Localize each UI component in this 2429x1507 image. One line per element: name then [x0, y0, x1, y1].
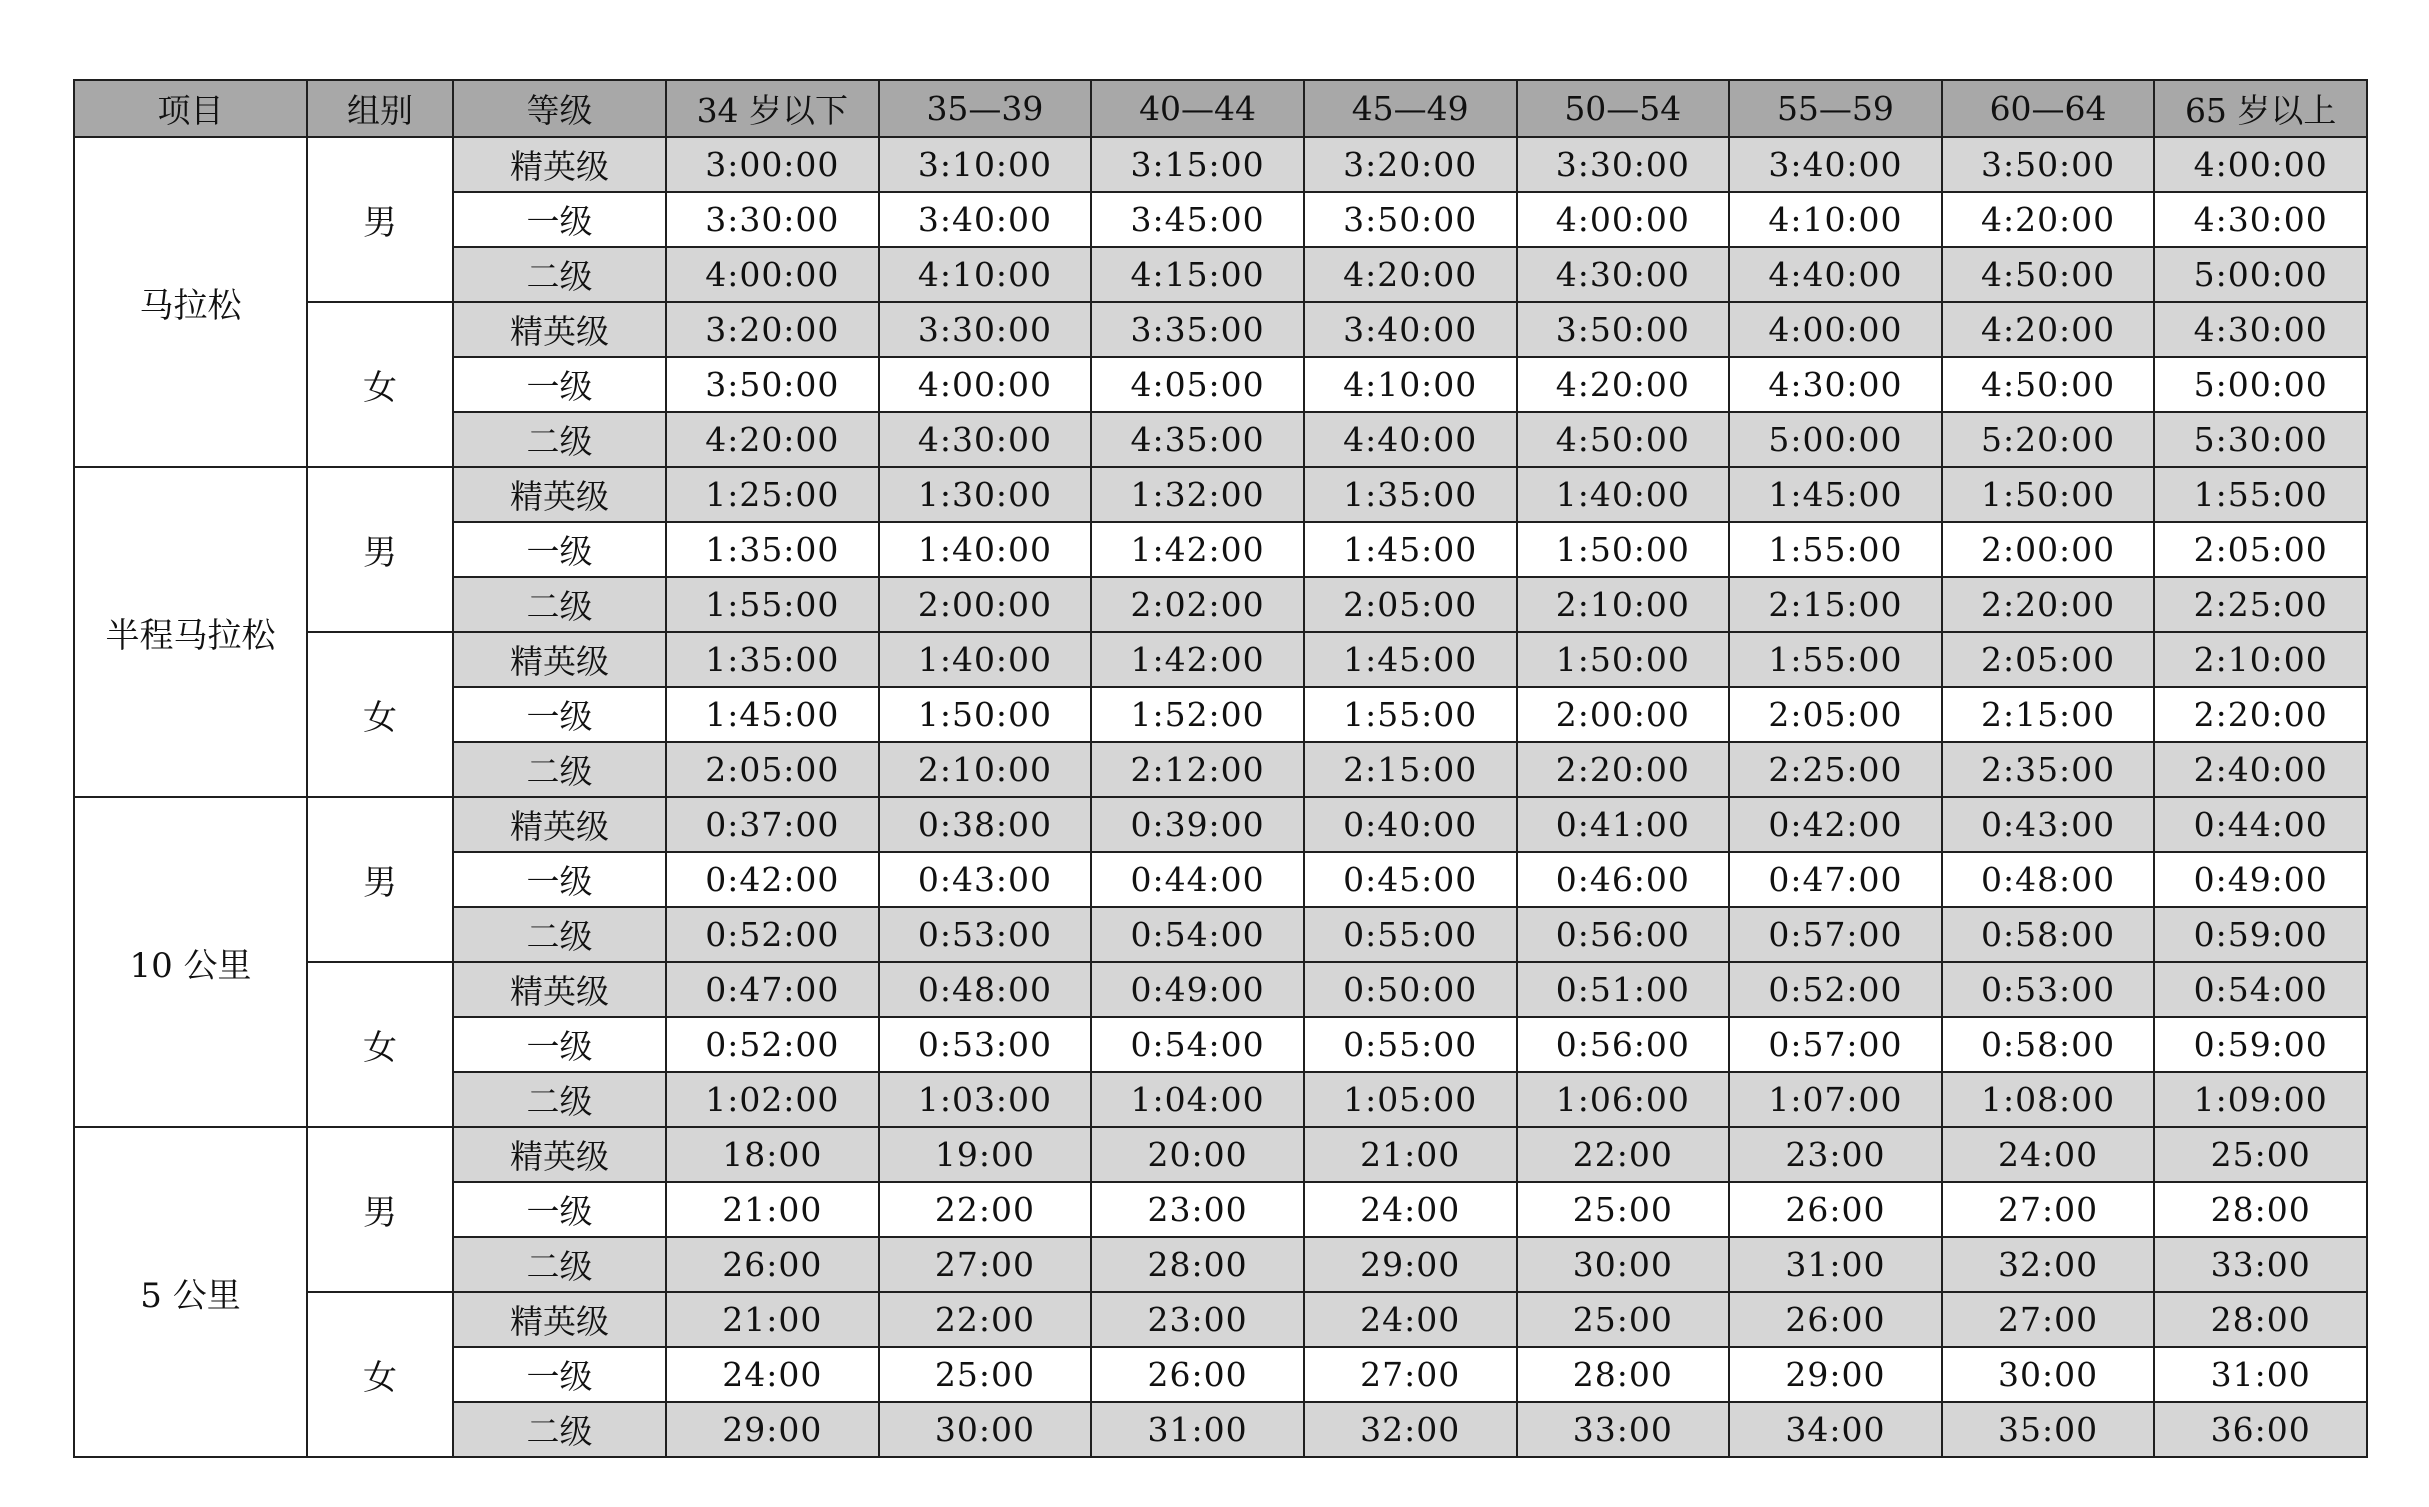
- table-row: [74, 632, 2367, 687]
- time-cell: 0:59:00: [2154, 907, 2367, 962]
- time-cell: 22:00: [879, 1182, 1092, 1237]
- table-row: [74, 1292, 2367, 1347]
- level-cell: 一级: [453, 1182, 666, 1237]
- time-cell: 0:43:00: [1942, 797, 2155, 852]
- time-cell: 1:55:00: [1729, 522, 1942, 577]
- level-cell: 二级: [453, 907, 666, 962]
- time-cell: 35:00: [1942, 1402, 2155, 1457]
- time-cell: 1:40:00: [879, 522, 1092, 577]
- time-cell: 0:53:00: [879, 907, 1092, 962]
- time-cell: 1:40:00: [1517, 467, 1730, 522]
- time-cell: 0:54:00: [1091, 1017, 1304, 1072]
- time-cell: 33:00: [2154, 1237, 2367, 1292]
- time-cell: 1:07:00: [1729, 1072, 1942, 1127]
- time-cell: 33:00: [1517, 1402, 1730, 1457]
- time-cell: 21:00: [666, 1292, 879, 1347]
- time-cell: 36:00: [2154, 1402, 2367, 1457]
- time-cell: 3:00:00: [666, 137, 879, 192]
- table-row: [74, 962, 2367, 1017]
- gender-group-cell: 女: [307, 962, 453, 1127]
- level-cell: 二级: [453, 1402, 666, 1457]
- time-cell: 30:00: [879, 1402, 1092, 1457]
- time-cell: 4:30:00: [2154, 192, 2367, 247]
- header-age-group: 35—39: [879, 80, 1092, 137]
- time-cell: 1:06:00: [1517, 1072, 1730, 1127]
- header-row: [74, 80, 2367, 137]
- time-cell: 4:50:00: [1942, 247, 2155, 302]
- time-cell: 2:00:00: [1517, 687, 1730, 742]
- time-cell: 0:52:00: [666, 1017, 879, 1072]
- header-age-group: 40—44: [1091, 80, 1304, 137]
- gender-group-cell: 男: [307, 467, 453, 632]
- time-cell: 3:30:00: [666, 192, 879, 247]
- time-cell: 4:30:00: [1729, 357, 1942, 412]
- time-cell: 4:40:00: [1729, 247, 1942, 302]
- time-cell: 32:00: [1942, 1237, 2155, 1292]
- time-cell: 31:00: [1091, 1402, 1304, 1457]
- time-cell: 0:49:00: [2154, 852, 2367, 907]
- time-cell: 1:52:00: [1091, 687, 1304, 742]
- time-cell: 3:40:00: [1729, 137, 1942, 192]
- level-cell: 精英级: [453, 1127, 666, 1182]
- time-cell: 24:00: [1304, 1182, 1517, 1237]
- time-cell: 5:20:00: [1942, 412, 2155, 467]
- time-cell: 29:00: [1729, 1347, 1942, 1402]
- time-cell: 4:00:00: [1517, 192, 1730, 247]
- time-cell: 1:35:00: [1304, 467, 1517, 522]
- time-cell: 1:02:00: [666, 1072, 879, 1127]
- gender-group-cell: 女: [307, 1292, 453, 1457]
- time-cell: 0:56:00: [1517, 1017, 1730, 1072]
- time-cell: 4:30:00: [879, 412, 1092, 467]
- time-cell: 0:54:00: [2154, 962, 2367, 1017]
- time-cell: 28:00: [1517, 1347, 1730, 1402]
- level-cell: 精英级: [453, 632, 666, 687]
- time-cell: 2:25:00: [2154, 577, 2367, 632]
- gender-group-cell: 女: [307, 632, 453, 797]
- time-cell: 0:51:00: [1517, 962, 1730, 1017]
- time-cell: 2:40:00: [2154, 742, 2367, 797]
- level-cell: 精英级: [453, 137, 666, 192]
- time-cell: 31:00: [2154, 1347, 2367, 1402]
- time-cell: 25:00: [2154, 1127, 2367, 1182]
- time-cell: 0:45:00: [1304, 852, 1517, 907]
- level-cell: 二级: [453, 1072, 666, 1127]
- header-age-group: 45—49: [1304, 80, 1517, 137]
- time-cell: 0:57:00: [1729, 1017, 1942, 1072]
- time-cell: 0:42:00: [1729, 797, 1942, 852]
- time-cell: 0:44:00: [1091, 852, 1304, 907]
- time-cell: 3:50:00: [666, 357, 879, 412]
- time-cell: 4:20:00: [1517, 357, 1730, 412]
- time-cell: 0:57:00: [1729, 907, 1942, 962]
- table-row: [74, 137, 2367, 192]
- table-body: [74, 137, 2367, 1457]
- time-cell: 0:49:00: [1091, 962, 1304, 1017]
- time-cell: 1:45:00: [666, 687, 879, 742]
- time-cell: 3:40:00: [1304, 302, 1517, 357]
- level-cell: 二级: [453, 1237, 666, 1292]
- time-cell: 0:55:00: [1304, 1017, 1517, 1072]
- time-cell: 1:08:00: [1942, 1072, 2155, 1127]
- time-cell: 1:50:00: [1517, 522, 1730, 577]
- time-cell: 3:20:00: [666, 302, 879, 357]
- level-cell: 精英级: [453, 797, 666, 852]
- time-cell: 2:05:00: [1942, 632, 2155, 687]
- level-cell: 一级: [453, 1347, 666, 1402]
- time-cell: 1:42:00: [1091, 522, 1304, 577]
- time-cell: 23:00: [1091, 1292, 1304, 1347]
- time-cell: 5:00:00: [1729, 412, 1942, 467]
- time-cell: 2:15:00: [1304, 742, 1517, 797]
- time-cell: 4:10:00: [1304, 357, 1517, 412]
- time-cell: 0:55:00: [1304, 907, 1517, 962]
- time-cell: 5:00:00: [2154, 357, 2367, 412]
- time-cell: 4:30:00: [2154, 302, 2367, 357]
- level-cell: 一级: [453, 1017, 666, 1072]
- time-cell: 3:30:00: [1517, 137, 1730, 192]
- project-cell: 马拉松: [74, 137, 307, 467]
- time-cell: 0:58:00: [1942, 1017, 2155, 1072]
- time-cell: 27:00: [1942, 1182, 2155, 1237]
- grade-standards-table: [73, 79, 2368, 1458]
- time-cell: 2:12:00: [1091, 742, 1304, 797]
- time-cell: 0:59:00: [2154, 1017, 2367, 1072]
- time-cell: 5:00:00: [2154, 247, 2367, 302]
- level-cell: 一级: [453, 687, 666, 742]
- time-cell: 24:00: [1304, 1292, 1517, 1347]
- time-cell: 25:00: [1517, 1182, 1730, 1237]
- time-cell: 3:50:00: [1942, 137, 2155, 192]
- time-cell: 4:00:00: [879, 357, 1092, 412]
- header-age-group: 55—59: [1729, 80, 1942, 137]
- time-cell: 24:00: [666, 1347, 879, 1402]
- table-row: [74, 797, 2367, 852]
- time-cell: 2:10:00: [2154, 632, 2367, 687]
- time-cell: 4:50:00: [1517, 412, 1730, 467]
- time-cell: 0:44:00: [2154, 797, 2367, 852]
- level-cell: 二级: [453, 412, 666, 467]
- time-cell: 20:00: [1091, 1127, 1304, 1182]
- time-cell: 28:00: [1091, 1237, 1304, 1292]
- header-group: 组别: [307, 80, 453, 137]
- time-cell: 28:00: [2154, 1292, 2367, 1347]
- time-cell: 3:20:00: [1304, 137, 1517, 192]
- time-cell: 2:20:00: [2154, 687, 2367, 742]
- time-cell: 3:40:00: [879, 192, 1092, 247]
- time-cell: 0:39:00: [1091, 797, 1304, 852]
- time-cell: 4:15:00: [1091, 247, 1304, 302]
- time-cell: 2:20:00: [1942, 577, 2155, 632]
- time-cell: 3:35:00: [1091, 302, 1304, 357]
- time-cell: 2:10:00: [1517, 577, 1730, 632]
- time-cell: 29:00: [666, 1402, 879, 1457]
- time-cell: 21:00: [666, 1182, 879, 1237]
- time-cell: 4:00:00: [666, 247, 879, 302]
- level-cell: 一级: [453, 357, 666, 412]
- time-cell: 2:10:00: [879, 742, 1092, 797]
- time-cell: 0:53:00: [879, 1017, 1092, 1072]
- time-cell: 2:15:00: [1729, 577, 1942, 632]
- time-cell: 1:04:00: [1091, 1072, 1304, 1127]
- level-cell: 精英级: [453, 962, 666, 1017]
- time-cell: 4:35:00: [1091, 412, 1304, 467]
- time-cell: 1:35:00: [666, 522, 879, 577]
- time-cell: 2:35:00: [1942, 742, 2155, 797]
- time-cell: 0:50:00: [1304, 962, 1517, 1017]
- gender-group-cell: 男: [307, 1127, 453, 1292]
- time-cell: 0:52:00: [666, 907, 879, 962]
- time-cell: 0:48:00: [879, 962, 1092, 1017]
- time-cell: 1:50:00: [879, 687, 1092, 742]
- time-cell: 1:50:00: [1942, 467, 2155, 522]
- project-cell: 5 公里: [74, 1127, 307, 1457]
- time-cell: 4:20:00: [1304, 247, 1517, 302]
- header-age-group: 60—64: [1942, 80, 2155, 137]
- level-cell: 二级: [453, 247, 666, 302]
- time-cell: 24:00: [1942, 1127, 2155, 1182]
- time-cell: 0:43:00: [879, 852, 1092, 907]
- time-cell: 26:00: [1091, 1347, 1304, 1402]
- time-cell: 3:45:00: [1091, 192, 1304, 247]
- time-cell: 1:55:00: [666, 577, 879, 632]
- time-cell: 3:15:00: [1091, 137, 1304, 192]
- project-cell: 10 公里: [74, 797, 307, 1127]
- time-cell: 1:30:00: [879, 467, 1092, 522]
- time-cell: 0:47:00: [666, 962, 879, 1017]
- table-row: [74, 467, 2367, 522]
- time-cell: 2:00:00: [1942, 522, 2155, 577]
- level-cell: 二级: [453, 742, 666, 797]
- time-cell: 22:00: [879, 1292, 1092, 1347]
- level-cell: 二级: [453, 577, 666, 632]
- time-cell: 27:00: [879, 1237, 1092, 1292]
- time-cell: 26:00: [1729, 1182, 1942, 1237]
- gender-group-cell: 男: [307, 137, 453, 302]
- time-cell: 0:54:00: [1091, 907, 1304, 962]
- time-cell: 0:56:00: [1517, 907, 1730, 962]
- time-cell: 1:25:00: [666, 467, 879, 522]
- time-cell: 1:05:00: [1304, 1072, 1517, 1127]
- time-cell: 4:40:00: [1304, 412, 1517, 467]
- header-level: 等级: [453, 80, 666, 137]
- time-cell: 1:40:00: [879, 632, 1092, 687]
- time-cell: 0:52:00: [1729, 962, 1942, 1017]
- time-cell: 0:58:00: [1942, 907, 2155, 962]
- time-cell: 2:05:00: [1304, 577, 1517, 632]
- time-cell: 21:00: [1304, 1127, 1517, 1182]
- time-cell: 29:00: [1304, 1237, 1517, 1292]
- time-cell: 3:50:00: [1517, 302, 1730, 357]
- time-cell: 4:30:00: [1517, 247, 1730, 302]
- time-cell: 4:10:00: [879, 247, 1092, 302]
- time-cell: 26:00: [1729, 1292, 1942, 1347]
- time-cell: 1:35:00: [666, 632, 879, 687]
- time-cell: 0:40:00: [1304, 797, 1517, 852]
- time-cell: 4:00:00: [1729, 302, 1942, 357]
- time-cell: 18:00: [666, 1127, 879, 1182]
- gender-group-cell: 女: [307, 302, 453, 467]
- time-cell: 4:10:00: [1729, 192, 1942, 247]
- time-cell: 0:48:00: [1942, 852, 2155, 907]
- time-cell: 1:09:00: [2154, 1072, 2367, 1127]
- time-cell: 3:10:00: [879, 137, 1092, 192]
- time-cell: 2:02:00: [1091, 577, 1304, 632]
- level-cell: 一级: [453, 852, 666, 907]
- time-cell: 2:25:00: [1729, 742, 1942, 797]
- time-cell: 0:41:00: [1517, 797, 1730, 852]
- table-header: [74, 80, 2367, 137]
- time-cell: 3:50:00: [1304, 192, 1517, 247]
- time-cell: 1:45:00: [1729, 467, 1942, 522]
- header-age-group: 50—54: [1517, 80, 1730, 137]
- project-cell: 半程马拉松: [74, 467, 307, 797]
- time-cell: 4:20:00: [1942, 192, 2155, 247]
- time-cell: 1:45:00: [1304, 632, 1517, 687]
- time-cell: 1:32:00: [1091, 467, 1304, 522]
- time-cell: 2:15:00: [1942, 687, 2155, 742]
- time-cell: 23:00: [1091, 1182, 1304, 1237]
- time-cell: 19:00: [879, 1127, 1092, 1182]
- level-cell: 精英级: [453, 302, 666, 357]
- time-cell: 2:00:00: [879, 577, 1092, 632]
- table-row: [74, 1127, 2367, 1182]
- time-cell: 4:20:00: [1942, 302, 2155, 357]
- time-cell: 0:42:00: [666, 852, 879, 907]
- gender-group-cell: 男: [307, 797, 453, 962]
- time-cell: 1:55:00: [2154, 467, 2367, 522]
- time-cell: 2:20:00: [1517, 742, 1730, 797]
- time-cell: 4:00:00: [2154, 137, 2367, 192]
- time-cell: 1:45:00: [1304, 522, 1517, 577]
- time-cell: 27:00: [1304, 1347, 1517, 1402]
- level-cell: 精英级: [453, 467, 666, 522]
- time-cell: 3:30:00: [879, 302, 1092, 357]
- time-cell: 2:05:00: [1729, 687, 1942, 742]
- time-cell: 31:00: [1729, 1237, 1942, 1292]
- time-cell: 2:05:00: [2154, 522, 2367, 577]
- header-age-group: 65 岁以上: [2154, 80, 2367, 137]
- time-cell: 4:05:00: [1091, 357, 1304, 412]
- header-project: 项目: [74, 80, 307, 137]
- time-cell: 27:00: [1942, 1292, 2155, 1347]
- time-cell: 4:50:00: [1942, 357, 2155, 412]
- time-cell: 0:47:00: [1729, 852, 1942, 907]
- time-cell: 1:03:00: [879, 1072, 1092, 1127]
- time-cell: 2:05:00: [666, 742, 879, 797]
- time-cell: 28:00: [2154, 1182, 2367, 1237]
- time-cell: 0:53:00: [1942, 962, 2155, 1017]
- time-cell: 22:00: [1517, 1127, 1730, 1182]
- time-cell: 26:00: [666, 1237, 879, 1292]
- time-cell: 0:38:00: [879, 797, 1092, 852]
- table-row: [74, 302, 2367, 357]
- time-cell: 1:55:00: [1304, 687, 1517, 742]
- time-cell: 0:46:00: [1517, 852, 1730, 907]
- time-cell: 1:42:00: [1091, 632, 1304, 687]
- time-cell: 25:00: [879, 1347, 1092, 1402]
- time-cell: 25:00: [1517, 1292, 1730, 1347]
- level-cell: 精英级: [453, 1292, 666, 1347]
- time-cell: 0:37:00: [666, 797, 879, 852]
- time-cell: 30:00: [1517, 1237, 1730, 1292]
- time-cell: 30:00: [1942, 1347, 2155, 1402]
- level-cell: 一级: [453, 192, 666, 247]
- header-age-group: 34 岁以下: [666, 80, 879, 137]
- time-cell: 5:30:00: [2154, 412, 2367, 467]
- time-cell: 4:20:00: [666, 412, 879, 467]
- time-cell: 34:00: [1729, 1402, 1942, 1457]
- time-cell: 23:00: [1729, 1127, 1942, 1182]
- time-cell: 1:55:00: [1729, 632, 1942, 687]
- time-cell: 1:50:00: [1517, 632, 1730, 687]
- level-cell: 一级: [453, 522, 666, 577]
- time-cell: 32:00: [1304, 1402, 1517, 1457]
